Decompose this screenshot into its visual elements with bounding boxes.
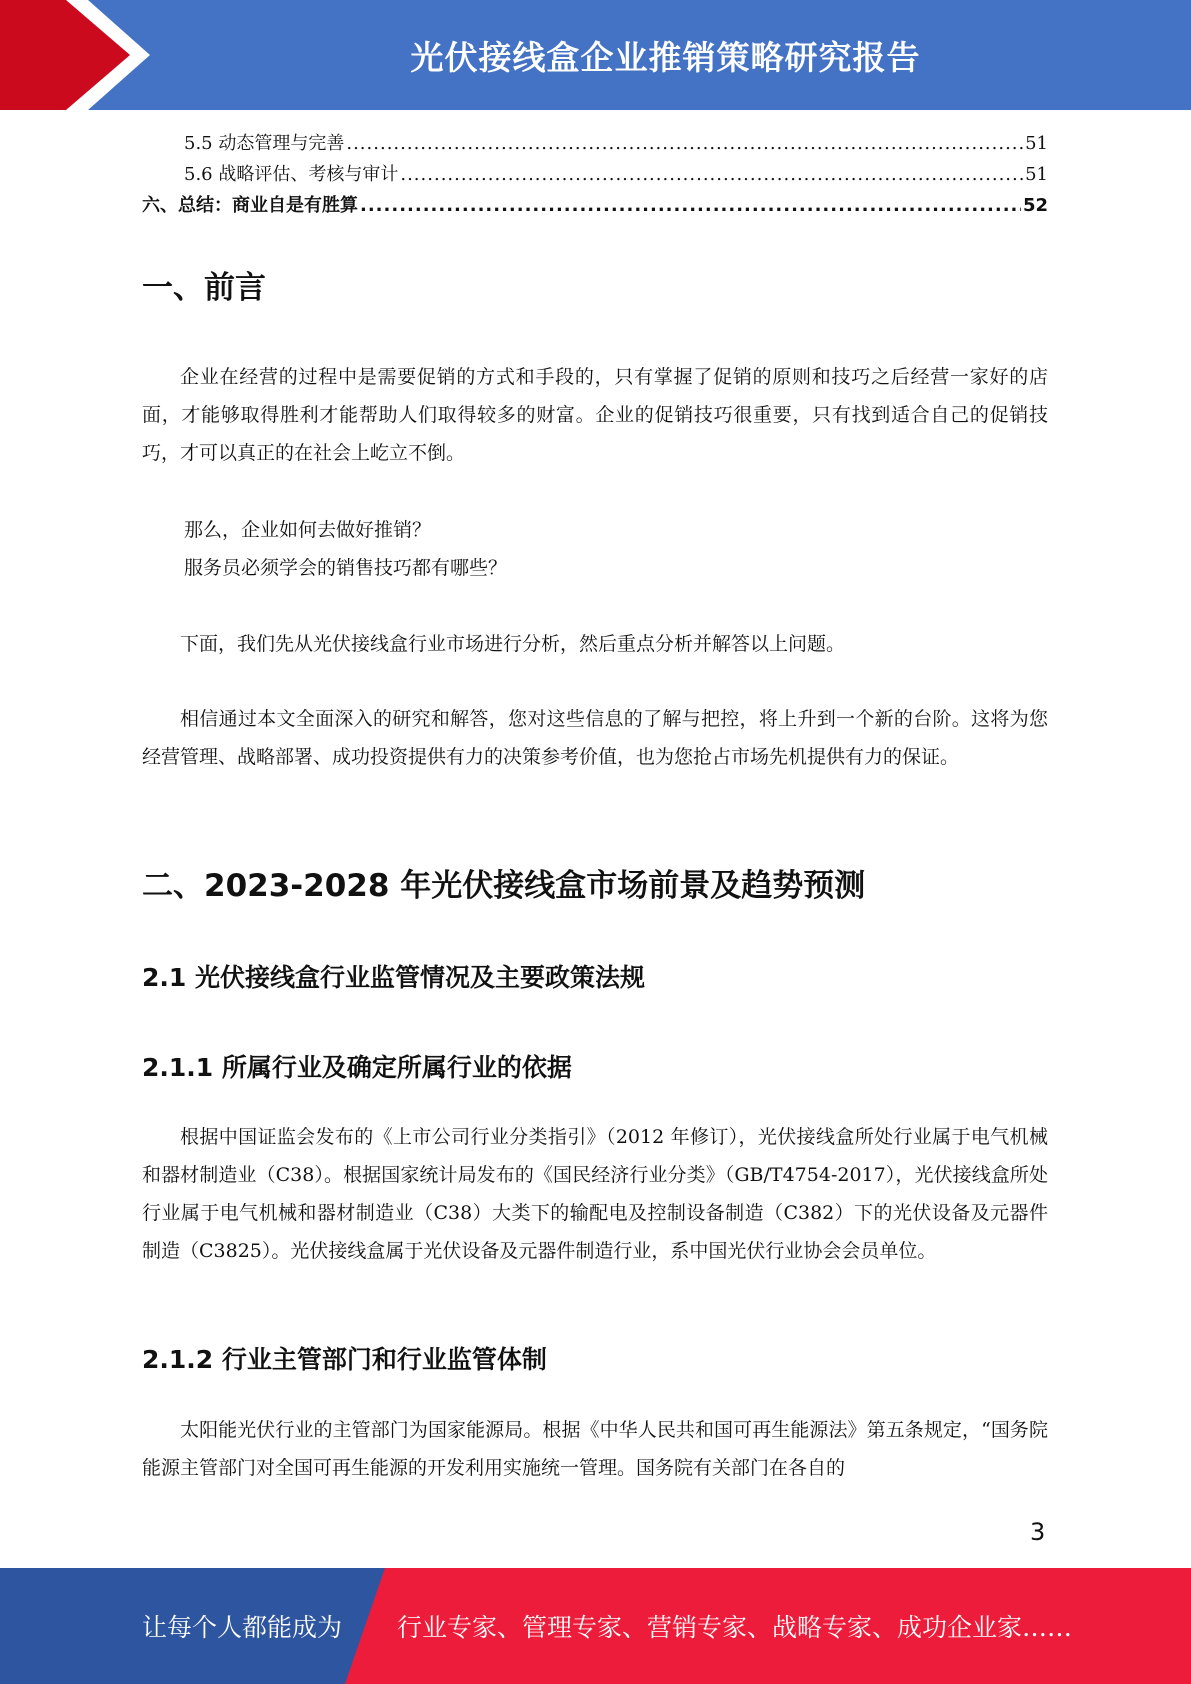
footer-banner — [0, 1568, 1191, 1684]
preface-paragraph-2: 下面，我们先从光伏接线盒行业市场进行分析，然后重点分析并解答以上问题。 — [180, 633, 846, 655]
industry-classification-paragraph: 根据中国证监会发布的《上市公司行业分类指引》（2012 年修订），光伏接线盒所处行业属于电气机械和器材制造业（C38）。根据国家统计局发布的《国民经济行业分类》（GB/T4754-2017），光伏接线盒所处行业属于电气机械和器材制造业（C38）大类下的输配电及控制设备制造（C382）下的光伏设备及元器件制造（C3825）。光伏接线盒属于光伏设备及元器件制造行业，系中国光伏行业协会会员单位。 — [142, 1126, 1048, 1262]
toc-item-page: 51 — [1025, 133, 1048, 154]
toc-leader-dots — [360, 190, 1021, 221]
toc-leader-dots — [346, 128, 1023, 159]
table-of-contents — [142, 128, 1048, 221]
section-heading-preface: 一、前言 — [142, 270, 266, 306]
section-heading-market-forecast: 二、2023-2028 年光伏接线盒市场前景及趋势预测 — [142, 868, 866, 904]
header-title: 光伏接线盒企业推销策略研究报告 — [410, 37, 921, 77]
subsection-heading-2-1-1: 2.1.1 所属行业及确定所属行业的依据 — [142, 1053, 572, 1082]
footer-slogan-left: 让每个人都能成为 — [142, 1613, 343, 1642]
subsection-heading-2-1: 2.1 光伏接线盒行业监管情况及主要政策法规 — [142, 963, 645, 992]
preface-paragraph-3: 相信通过本文全面深入的研究和解答，您对这些信息的了解与把控，将上升到一个新的台阶。这将为您经营管理、战略部署、成功投资提供有力的决策参考价值，也为您抢占市场先机提供有力的保证。 — [142, 708, 1048, 768]
preface-paragraph-1: 企业在经营的过程中是需要促销的方式和手段的，只有掌握了促销的原则和技巧之后经营一家好的店面，才能够取得胜利才能帮助人们取得较多的财富。企业的促销技巧很重要，只有找到适合自己的促销技巧，才可以真正的在社会上屹立不倒。 — [142, 366, 1048, 464]
subsection-heading-2-1-2: 2.1.2 行业主管部门和行业监管体制 — [142, 1345, 547, 1374]
toc-item[interactable] — [142, 190, 1048, 221]
page-number: 3 — [1030, 1518, 1046, 1546]
preface-questions — [142, 511, 1048, 587]
toc-item-label: 六、总结：商业自是有胜算 — [142, 195, 358, 216]
toc-item[interactable] — [142, 159, 1048, 190]
toc-item-page: 51 — [1025, 164, 1048, 185]
toc-item-label: 5.6 战略评估、考核与审计 — [184, 164, 399, 185]
footer-slogan-right: 行业专家、管理专家、营销专家、战略专家、成功企业家…… — [397, 1613, 1073, 1642]
header-banner — [0, 0, 1191, 110]
question-1: 那么，企业如何去做好推销？ — [184, 519, 432, 541]
regulatory-paragraph: 太阳能光伏行业的主管部门为国家能源局。根据《中华人民共和国可再生能源法》第五条规定，“国务院能源主管部门对全国可再生能源的开发利用实施统一管理。国务院有关部门在各自的 — [142, 1419, 1048, 1479]
toc-item-label: 5.5 动态管理与完善 — [184, 133, 345, 154]
question-2: 服务员必须学会的销售技巧都有哪些？ — [184, 557, 508, 579]
toc-item-page: 52 — [1022, 195, 1048, 216]
toc-item[interactable] — [142, 128, 1048, 159]
toc-leader-dots — [400, 159, 1023, 190]
